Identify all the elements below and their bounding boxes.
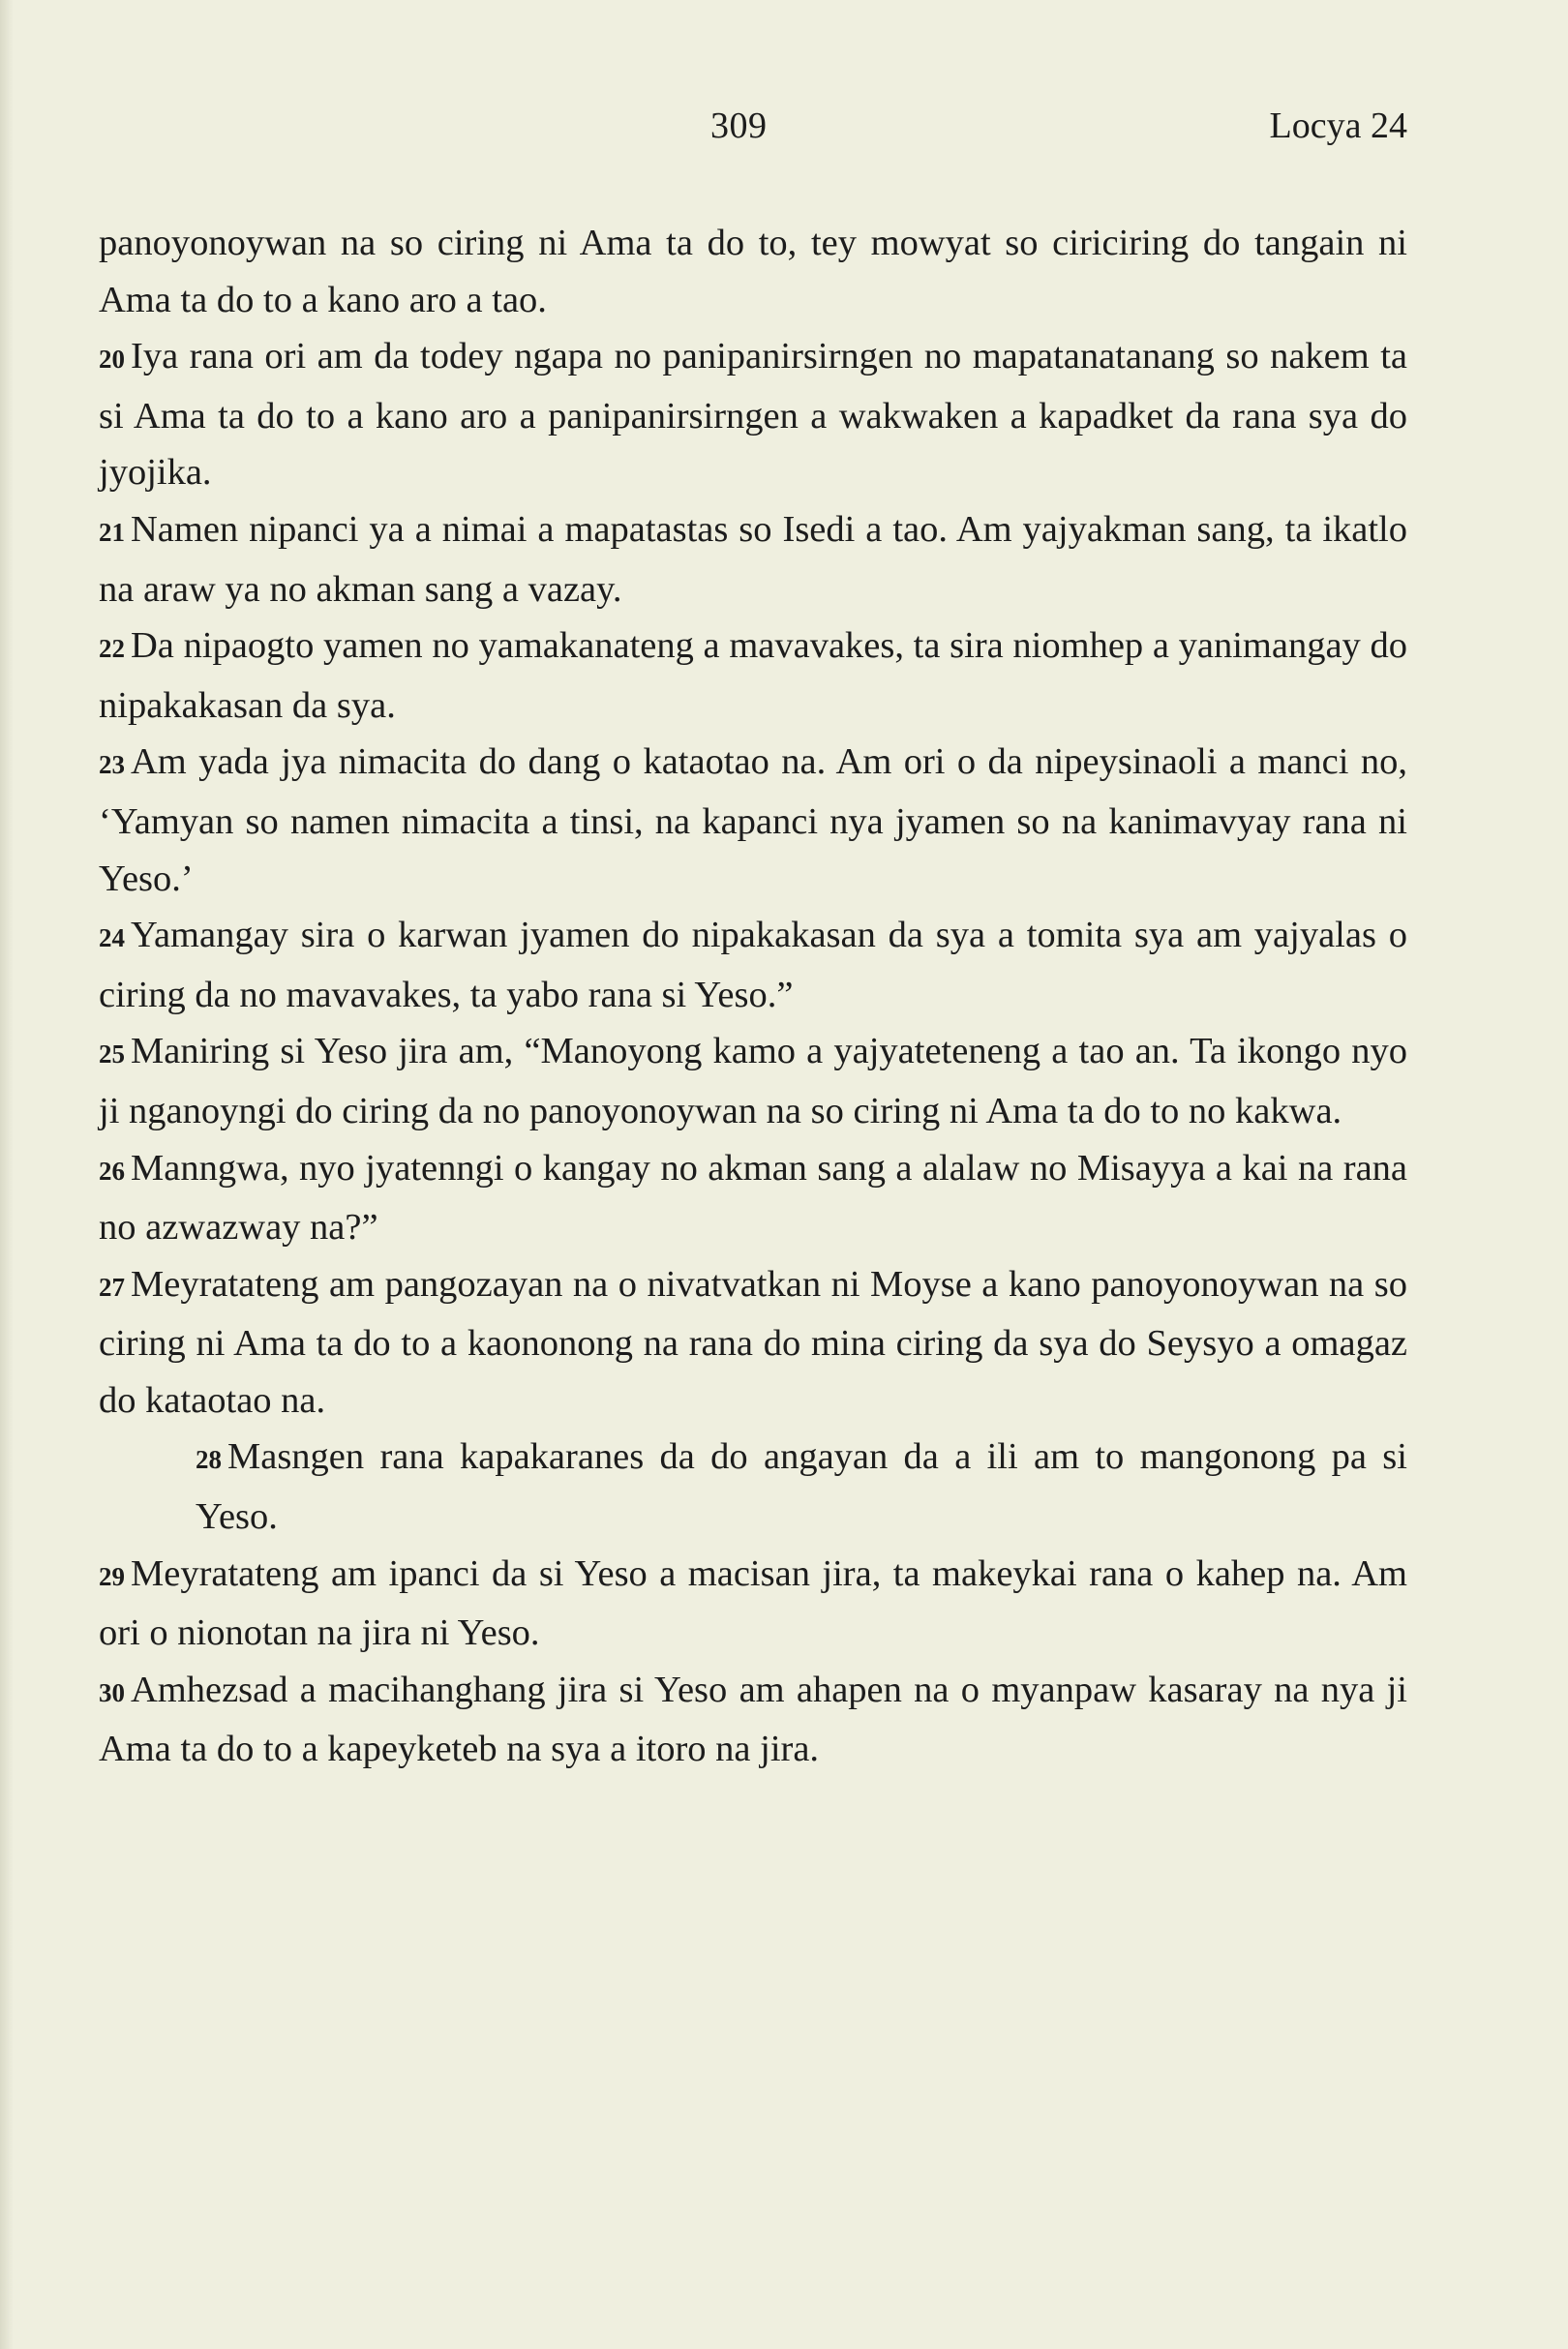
verse-number: 24 <box>99 923 125 953</box>
body-text <box>99 215 1407 1778</box>
verse-number: 23 <box>99 750 125 780</box>
verse-continuation <box>99 215 1407 328</box>
verse-number: 21 <box>99 517 125 547</box>
page-header <box>0 105 1568 153</box>
verse-text: Namen nipanci ya a nimai a mapatastas so Isedi a tao. Am yajyakman sang, ta ikatlo na araw ya no akman sang a vazay. <box>99 508 1407 610</box>
verse-number: 28 <box>196 1445 222 1475</box>
verse-text: Meyratateng am pangozayan na o nivatvatkan ni Moyse a kano panoyonoywan na so ciring ni Ama ta do to a kaononong na rana do mina ciring da sya do Seysyo a omagaz do kataotao na. <box>99 1263 1407 1421</box>
verse-26 <box>99 1140 1407 1256</box>
verse-25 <box>99 1023 1407 1139</box>
verse-22 <box>99 617 1407 734</box>
verse-30 <box>99 1662 1407 1778</box>
verse-text: Masngen rana kapakaranes da do angayan da a ili am to mangonong pa si Yeso. <box>196 1436 1407 1538</box>
verse-number: 25 <box>99 1039 125 1069</box>
verse-text: Meyratateng am ipanci da si Yeso a macisan jira, ta makeykai rana o kahep na. Am ori o nionotan na jira ni Yeso. <box>99 1552 1407 1654</box>
verse-text: Yamangay sira o karwan jyamen do nipakakasan da sya a tomita sya am yajyalas o ciring da no mavavakes, ta yabo rana si Yeso.” <box>99 915 1407 1015</box>
verse-text: Maniring si Yeso jira am, “Manoyong kamo a yajyateteneng a tao an. Ta ikongo nyo ji nganoyngi do ciring da no panoyonoywan na so ciring ni Ama ta do to no kakwa. <box>99 1031 1407 1131</box>
verse-text: Am yada jya nimacita do dang o kataotao na. Am ori o da nipeysinaoli a manci no, ‘Yamyan so namen nimacita a tinsi, na kapanci nya jyamen so na kanimavyay rana ni Yeso.’ <box>99 741 1407 899</box>
verse-23 <box>99 734 1407 907</box>
verse-number: 29 <box>99 1561 125 1591</box>
verse-29 <box>99 1546 1407 1662</box>
verse-number: 20 <box>99 345 125 375</box>
page-number: 309 <box>710 105 768 146</box>
verse-text: panoyonoywan na so ciring ni Ama ta do to, tey mowyat so ciriciring do tangain ni Ama ta do to a kano aro a tao. <box>99 223 1407 320</box>
verse-21 <box>99 501 1407 617</box>
verse-text: Iya rana ori am da todey ngapa no panipanirsirngen no mapatanatanang so nakem ta si Ama ta do to a kano aro a panipanirsirngen a wakwaken a kapadket da rana sya do jyojika. <box>99 336 1407 494</box>
verse-number: 30 <box>99 1677 125 1707</box>
verse-20 <box>99 328 1407 501</box>
running-head: Locya 24 <box>1269 105 1407 146</box>
verse-number: 26 <box>99 1156 125 1186</box>
verse-text: Manngwa, nyo jyatenngi o kangay no akman sang a alalaw no Misayya a kai na rana no azwazway na?” <box>99 1147 1407 1249</box>
verse-number: 22 <box>99 634 125 664</box>
verse-27 <box>99 1256 1407 1430</box>
verse-text: Amhezsad a macihanghang jira si Yeso am ahapen na o myanpaw kasaray na nya ji Ama ta do to a kapeyketeb na sya a itoro na jira. <box>99 1669 1407 1770</box>
verse-28 <box>99 1429 1407 1545</box>
verse-text: Da nipaogto yamen no yamakanateng a mavavakes, ta sira niomhep a yanimangay do nipakakasan da sya. <box>99 625 1407 726</box>
verse-24 <box>99 907 1407 1023</box>
verse-number: 27 <box>99 1272 125 1302</box>
